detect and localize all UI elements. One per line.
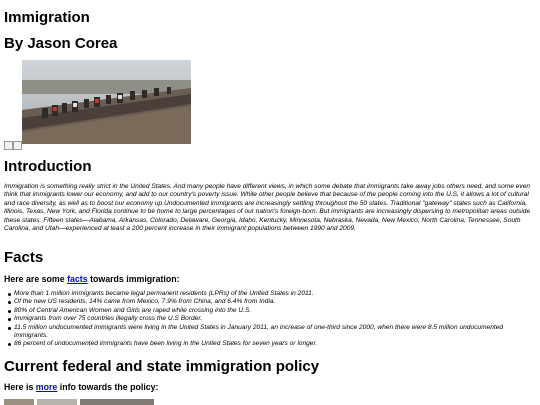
introduction-heading: Introduction: [4, 158, 92, 175]
policy-intro-suffix: info towards the policy:: [57, 382, 159, 392]
broken-image-icon: [4, 141, 13, 150]
facts-intro-prefix: Here are some: [4, 274, 68, 284]
list-item: 80% of Central American Women and Girls are raped while crossing into the U.S.: [14, 307, 536, 315]
list-item: Of the new US residents, 14% came from Mexico, 7.9% from China, and 6.4% from India.: [14, 298, 536, 306]
policy-image: [4, 399, 34, 405]
facts-intro: [4, 274, 180, 285]
page-title: Immigration: [4, 9, 90, 26]
facts-link[interactable]: facts: [67, 274, 88, 284]
policy-intro-prefix: Here is: [4, 382, 36, 392]
facts-intro-suffix: towards immigration:: [87, 274, 180, 284]
policy-image: [37, 399, 77, 405]
author-heading: By Jason Corea: [4, 35, 118, 52]
list-item: Immigrants from over 75 countries illegally cross the U.S Border.: [14, 315, 536, 323]
policy-intro: [4, 382, 158, 393]
hero-photo: [22, 60, 191, 144]
policy-image: [80, 399, 154, 405]
facts-list: [4, 290, 536, 349]
introduction-text: Immigration is something really strict in the United States. And many people have different views, in which some debate that immigrants take away jobs others need, and some even think that immigrants lower our economy, and add to our country's poverty issue. While other people believe that because of the people coming into the U.S, it allows a lot of cultural and race diversity, as well as to boost our economy up.Undocumented immigrants are increasingly settling throughout the 50 states. Traditional "gateway" states such as California, Illinois, Texas, New York, and Florida continue to be home to large percentages of our nation's foreign-born. But immigrants are increasingly dispersing to metropolitan areas outside these states. Fifteen states—Alabama, Arkansas, Colorado, Delaware, Georgia, Idaho, Kentucky, Minnesota, Nebraska, Nevada, New Mexico, North Carolina, Tennessee, South Carolina, and Utah—experienced at least a 200 percent increase in their immigrant populations between 1990 and 2009.: [4, 183, 531, 233]
list-item: 11.5 million undocumented immigrants were living in the United States in January 2011, an increase of one-third since 2000, when there were 8.5 million undocumented immigrants.: [14, 324, 536, 341]
more-link[interactable]: more: [35, 382, 58, 392]
policy-heading: Current federal and state immigration policy: [4, 358, 320, 375]
list-item: 86 percent of undocumented immigrants have been living in the United States for seven years or longer.: [14, 340, 536, 348]
train-rooftop-photo: [22, 60, 191, 144]
broken-image-icon: [13, 141, 22, 150]
bottom-images: [4, 399, 154, 405]
facts-heading: Facts: [4, 249, 44, 266]
list-item: More than 1 million immigrants became legal permanent residents (LPRs) of the United States in 2011.: [14, 290, 536, 298]
